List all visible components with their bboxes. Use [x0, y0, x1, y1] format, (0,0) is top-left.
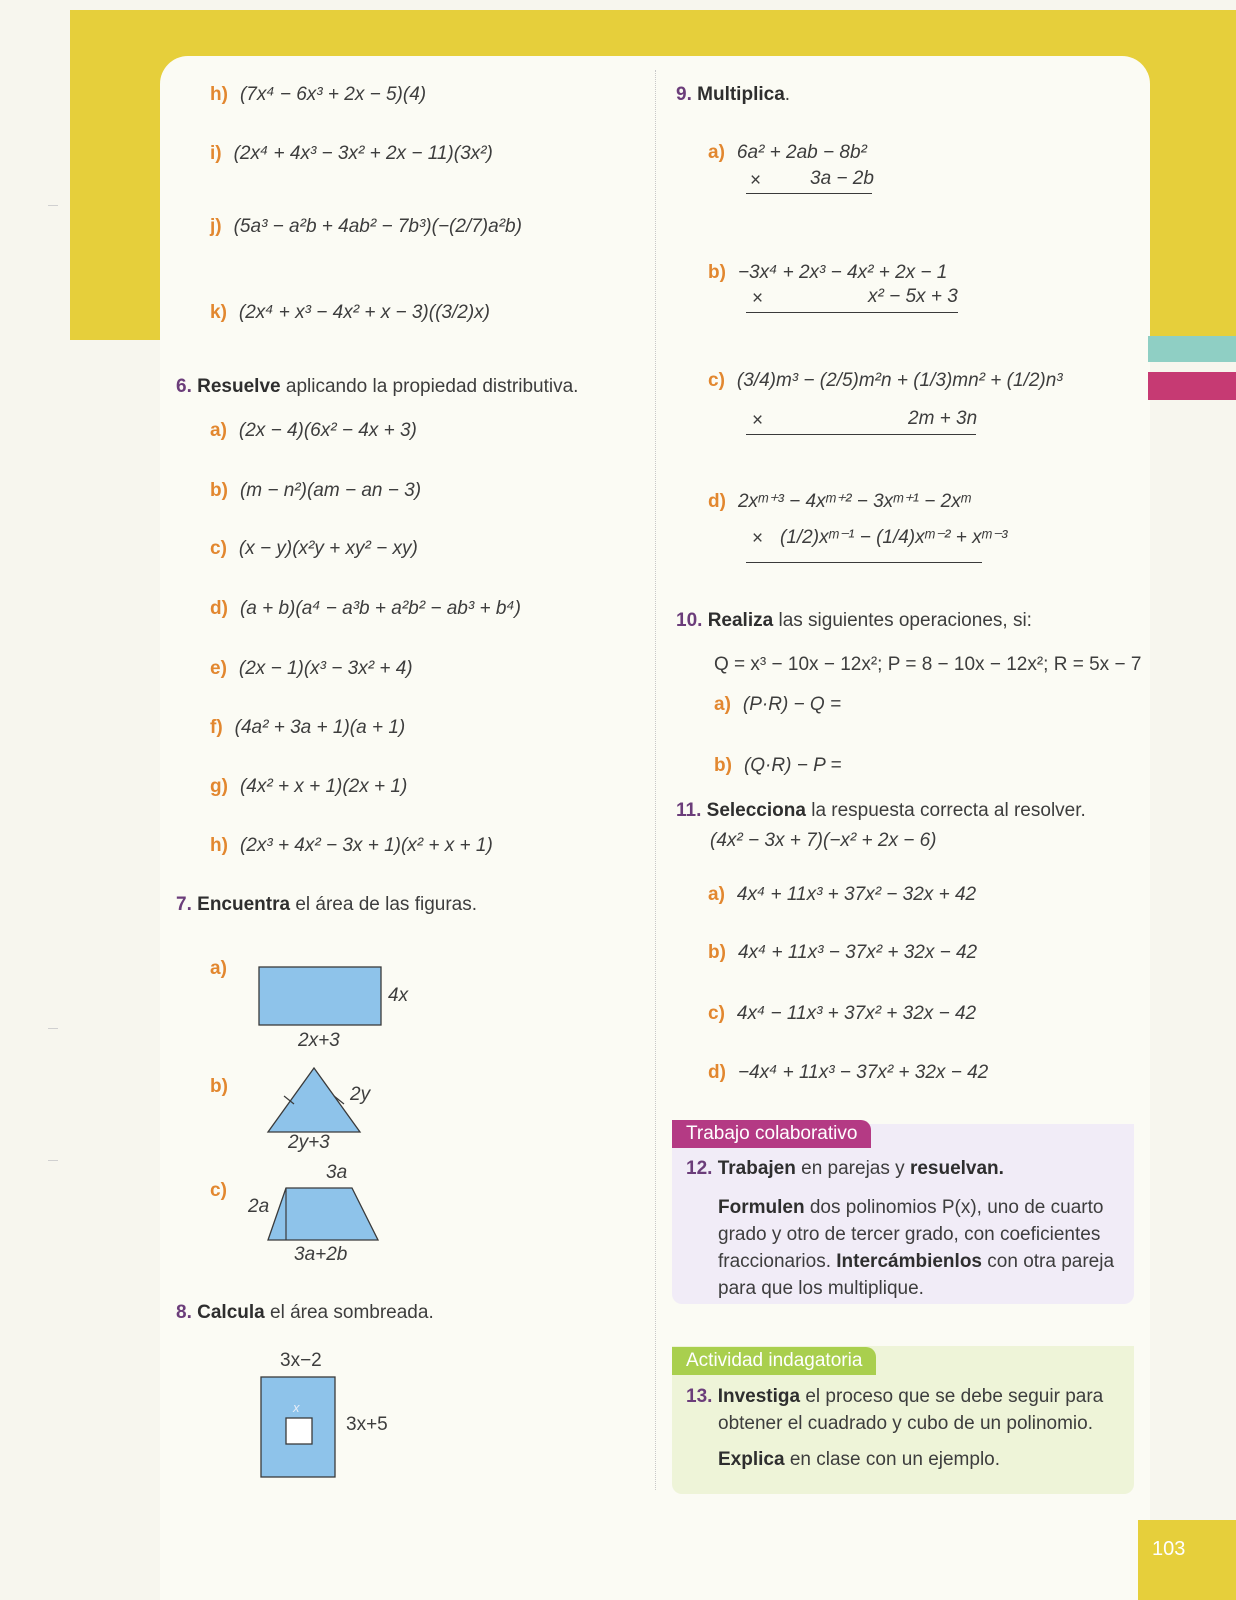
exercise-item: k) (2x⁴ + x³ − 4x² + x − 3)((3/2)x) [210, 302, 490, 323]
product-line [746, 434, 976, 435]
multiplication-b: b) −3x⁴ + 2x³ − 4x² + 2x − 1 [708, 262, 948, 283]
product-expression: (4x² − 3x + 7)(−x² + 2x − 6) [710, 830, 937, 851]
collab-title: Trabajo colaborativo [672, 1120, 871, 1148]
collab-paragraph: Formulen dos polinomios P(x), uno de cuarto grado y otro de tercer grado, con coeficientes fraccionarios. Intercámbienlos con otra pareja para que los multiplique. [718, 1197, 1115, 1299]
figure-label: b) [210, 1076, 228, 1097]
exercise-8-heading: 8. Calcula el área sombreada. [176, 1302, 434, 1323]
times-sign: × [750, 170, 762, 191]
exercise-item: b) (m − n²)(am − an − 3) [210, 480, 422, 501]
exercise-item: j) (5a³ − a²b + 4ab² − 7b³)(−(2/7)a²b) [210, 216, 522, 237]
exercise-item: a) (P·R) − Q = [714, 694, 842, 715]
shaded-width-label: 3x−2 [280, 1350, 322, 1371]
exercise-12-heading: 12. Trabajen en parejas y resuelvan. [686, 1158, 1004, 1179]
exercise-item: b) (Q·R) − P = [714, 755, 842, 776]
exercise-item: c) (x − y)(x²y + xy² − xy) [210, 538, 418, 559]
times-sign: × [752, 410, 764, 431]
figure-base-label: 2x+3 [298, 1030, 340, 1051]
column-divider [655, 70, 656, 1490]
exercise-item: i) (2x⁴ + 4x³ − 3x² + 2x − 11)(3x²) [210, 143, 493, 164]
shaded-rectangle-figure [260, 1376, 338, 1480]
exercise-13-paragraph: 13. Investiga el proceso que se debe seguir para obtener el cuadrado y cubo de un polinomio. [686, 1386, 1104, 1434]
multiplier: (1/2)xᵐ⁻¹ − (1/4)xᵐ⁻² + xᵐ⁻³ [780, 527, 1008, 548]
definitions: Q = x³ − 10x − 12x²; P = 8 − 10x − 12x²; R = 5x − 7 [714, 654, 1142, 675]
times-sign: × [752, 528, 764, 549]
shaded-height-label: 3x+5 [346, 1414, 388, 1435]
multiplier: x² − 5x + 3 [868, 286, 958, 307]
exercise-7-heading: 7. Encuentra el área de las figuras. [176, 894, 478, 915]
multiplication-a: a) 6a² + 2ab − 8b² [708, 142, 867, 163]
trapezoid-figure [266, 1186, 382, 1242]
multiplication-d: d) 2xᵐ⁺³ − 4xᵐ⁺² − 3xᵐ⁺¹ − 2xᵐ [708, 491, 971, 512]
page-number: 103 [1138, 1520, 1236, 1600]
option-item[interactable]: d) −4x⁴ + 11x³ − 37x² + 32x − 42 [708, 1062, 989, 1083]
triangle-figure [264, 1066, 364, 1134]
exercise-11-heading: 11. Selecciona la respuesta correcta al resolver. [676, 800, 1086, 821]
multiplier: 2m + 3n [908, 408, 978, 429]
exercise-item: h) (7x⁴ − 6x³ + 2x − 5)(4) [210, 84, 427, 105]
pink-tab [1148, 372, 1236, 400]
product-line [746, 193, 872, 194]
option-item[interactable]: b) 4x⁴ + 11x³ − 37x² + 32x − 42 [708, 942, 978, 963]
exercise-item: a) (2x − 4)(6x² − 4x + 3) [210, 420, 417, 441]
inner-square-label: x [293, 1400, 300, 1415]
margin-tick [48, 1160, 58, 1161]
option-item[interactable]: a) 4x⁴ + 11x³ + 37x² − 32x + 42 [708, 884, 977, 905]
figure-height-label: 2a [248, 1196, 270, 1217]
figure-side-label: 4x [388, 985, 409, 1006]
margin-tick [48, 205, 58, 206]
exercise-item: h) (2x³ + 4x² − 3x + 1)(x² + x + 1) [210, 835, 493, 856]
exercise-item: e) (2x − 1)(x³ − 3x² + 4) [210, 658, 413, 679]
times-sign: × [752, 288, 764, 309]
multiplication-c: c) (3/4)m³ − (2/5)m²n + (1/3)mn² + (1/2)n³ [708, 370, 1063, 391]
figure-label: a) [210, 958, 227, 979]
figure-base-label: 3a+2b [294, 1244, 348, 1265]
option-item[interactable]: c) 4x⁴ − 11x³ + 37x² + 32x − 42 [708, 1003, 977, 1024]
multiplier: 3a − 2b [810, 168, 874, 189]
inquiry-paragraph: Explica en clase con un ejemplo. [718, 1449, 1001, 1470]
margin-tick [48, 1028, 58, 1029]
product-line [746, 562, 982, 563]
exercise-10-heading: 10. Realiza las siguientes operaciones, si: [676, 610, 1032, 631]
exercise-9-heading: 9. Multiplica. [676, 84, 791, 105]
exercise-item: g) (4x² + x + 1)(2x + 1) [210, 776, 408, 797]
inquiry-title: Actividad indagatoria [672, 1347, 876, 1375]
figure-side-label: 2y [350, 1084, 371, 1105]
exercise-6-heading: 6. Resuelve aplicando la propiedad distributiva. [176, 376, 579, 397]
teal-tab [1148, 336, 1236, 362]
figure-top-label: 3a [326, 1162, 348, 1183]
figure-label: c) [210, 1180, 227, 1201]
exercise-item: f) (4a² + 3a + 1)(a + 1) [210, 717, 406, 738]
rectangle-figure [258, 966, 388, 1028]
figure-base-label: 2y+3 [288, 1132, 330, 1153]
product-line [746, 312, 958, 313]
exercise-item: d) (a + b)(a⁴ − a³b + a²b² − ab³ + b⁴) [210, 598, 521, 619]
